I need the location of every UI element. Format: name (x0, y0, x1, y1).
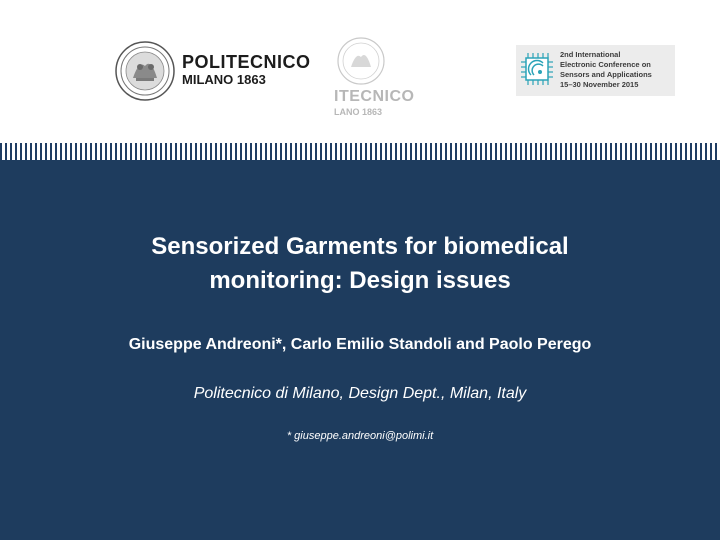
contact-email: * giuseppe.andreoni@polimi.it (286, 430, 434, 442)
polimi-logo-name: POLITECNICO (182, 52, 311, 72)
conference-line-1: 2nd International (560, 50, 621, 59)
title-line-1: Sensorized Garments for biomedical (151, 233, 569, 260)
conference-logo (516, 45, 675, 96)
faded-logo-sub: LANO 1863 (334, 107, 383, 117)
slide-title (60, 230, 660, 298)
faded-seal-icon (336, 36, 386, 86)
conference-line-3: Sensors and Applications (560, 70, 652, 79)
authors-line: Giuseppe Andreoni*, Carlo Emilio Standoli and Paolo Perego (128, 336, 592, 353)
politecnico-logo (114, 40, 324, 104)
conference-line-2: Electronic Conference on (560, 60, 651, 69)
conference-line-4: 15–30 November 2015 (560, 80, 639, 89)
slide-body (0, 160, 720, 540)
university-seal-icon (114, 40, 176, 102)
affiliation-line: Politecnico di Milano, Design Dept., Milan, Italy (193, 385, 527, 402)
decorative-tick-strip (0, 143, 720, 160)
polimi-logo-sub: MILANO 1863 (182, 72, 266, 87)
sensor-chip-icon (519, 51, 555, 87)
faded-politecnico-logo (332, 36, 422, 120)
title-line-2: monitoring: Design issues (209, 267, 511, 294)
faded-logo-name: ITECNICO (334, 88, 415, 105)
slide-header (0, 0, 720, 143)
